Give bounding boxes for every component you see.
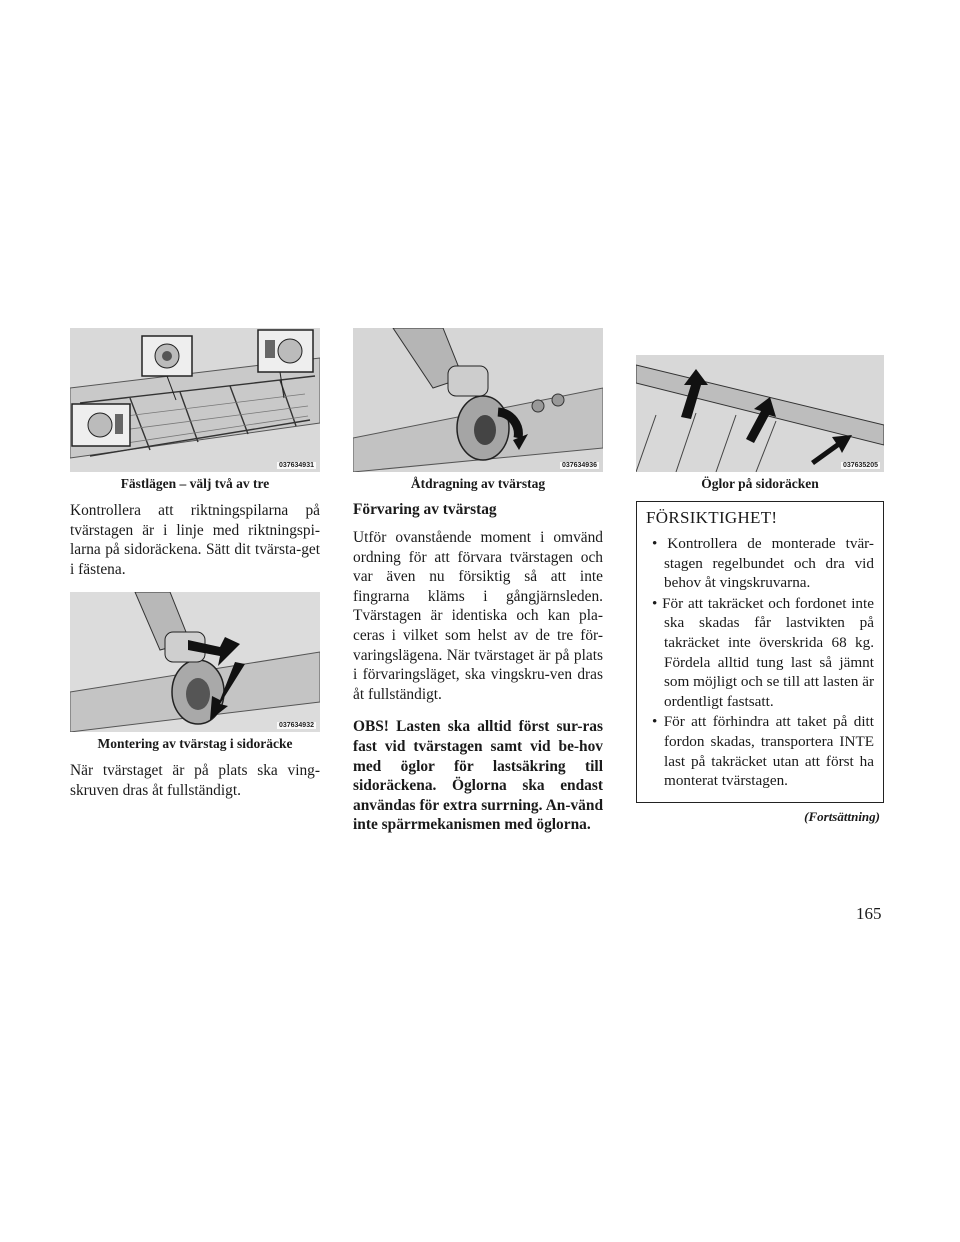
caution-item: • Kontrollera de monterade tvär-stagen regelbundet och dra vid behov åt vingskruvarna.	[646, 534, 874, 593]
figure-code: 037635205	[842, 462, 878, 469]
caution-item: • För att förhindra att taket på ditt fordon skadas, transportera INTE last på takräcket utan att först ha monterat tvärstagen.	[646, 712, 874, 790]
note-paragraph: OBS! Lasten ska alltid först sur-ras fast vid tvärstagen samt vid be-hov med öglor för lastsäkring till sidoräckena. Öglorna ska endast användas för extra surrning. An-vänd inte spärrmekanismen med öglorna.	[353, 718, 603, 834]
roof-rack-illustration	[70, 328, 320, 472]
caution-title: FÖRSIKTIGHET!	[646, 508, 778, 527]
column-3	[636, 355, 884, 825]
caution-box	[636, 501, 884, 803]
figure-code: 037634932	[278, 722, 314, 730]
paragraph: Kontrollera att riktningspilarna på tvärstagen är i linje med riktningspi-larna på sidoräckena. Sätt dit tvärsta-get i fästena.	[70, 502, 320, 578]
column-1	[70, 328, 320, 814]
figure-tightening	[353, 328, 603, 472]
figure-crossbar-install	[70, 592, 320, 732]
figure-mount-positions	[70, 328, 320, 472]
figure-caption: Fästlägen – välj två av tre	[120, 476, 270, 491]
continued-label: (Fortsättning)	[804, 808, 880, 824]
paragraph: När tvärstaget är på plats ska ving-skruven dras åt fullständigt.	[70, 762, 320, 799]
figure-code: 037634931	[278, 462, 314, 469]
crossbar-illustration	[70, 592, 320, 732]
paragraph: Utför ovanstående moment i omvänd ordning för att förvara tvärstagen och var även nu försiktig så att inte fingrarna kläms i gångjärnsleden. Tvärstagen är identiska och kan pla-ceras i vilket som helst av de tre för-varingslägena. När tvärstaget är på plats i förvaringsläget, ska vingskru-ven dras åt fullständigt.	[353, 529, 603, 703]
figure-code: 037634936	[561, 462, 597, 469]
figure-caption: Åtdragning av tvärstag	[410, 476, 546, 491]
page-number: 165	[856, 904, 882, 923]
column-2	[353, 328, 603, 835]
side-rail-illustration	[636, 355, 884, 472]
figure-caption: Öglor på sidoräcken	[701, 476, 819, 491]
figure-side-rail-loops	[636, 355, 884, 472]
caution-list	[646, 534, 874, 791]
figure-caption: Montering av tvärstag i sidoräcke	[97, 736, 293, 752]
tightening-illustration	[353, 328, 603, 472]
section-heading: Förvaring av tvärstag	[353, 501, 497, 518]
caution-item: • För att takräcket och fordonet inte ska skadas får lastvikten på takräcket inte överskrida 68 kg. Fördela alltid tung last så jämnt som möjligt och se till att lasten är ordentligt fastsatt.	[646, 594, 874, 712]
